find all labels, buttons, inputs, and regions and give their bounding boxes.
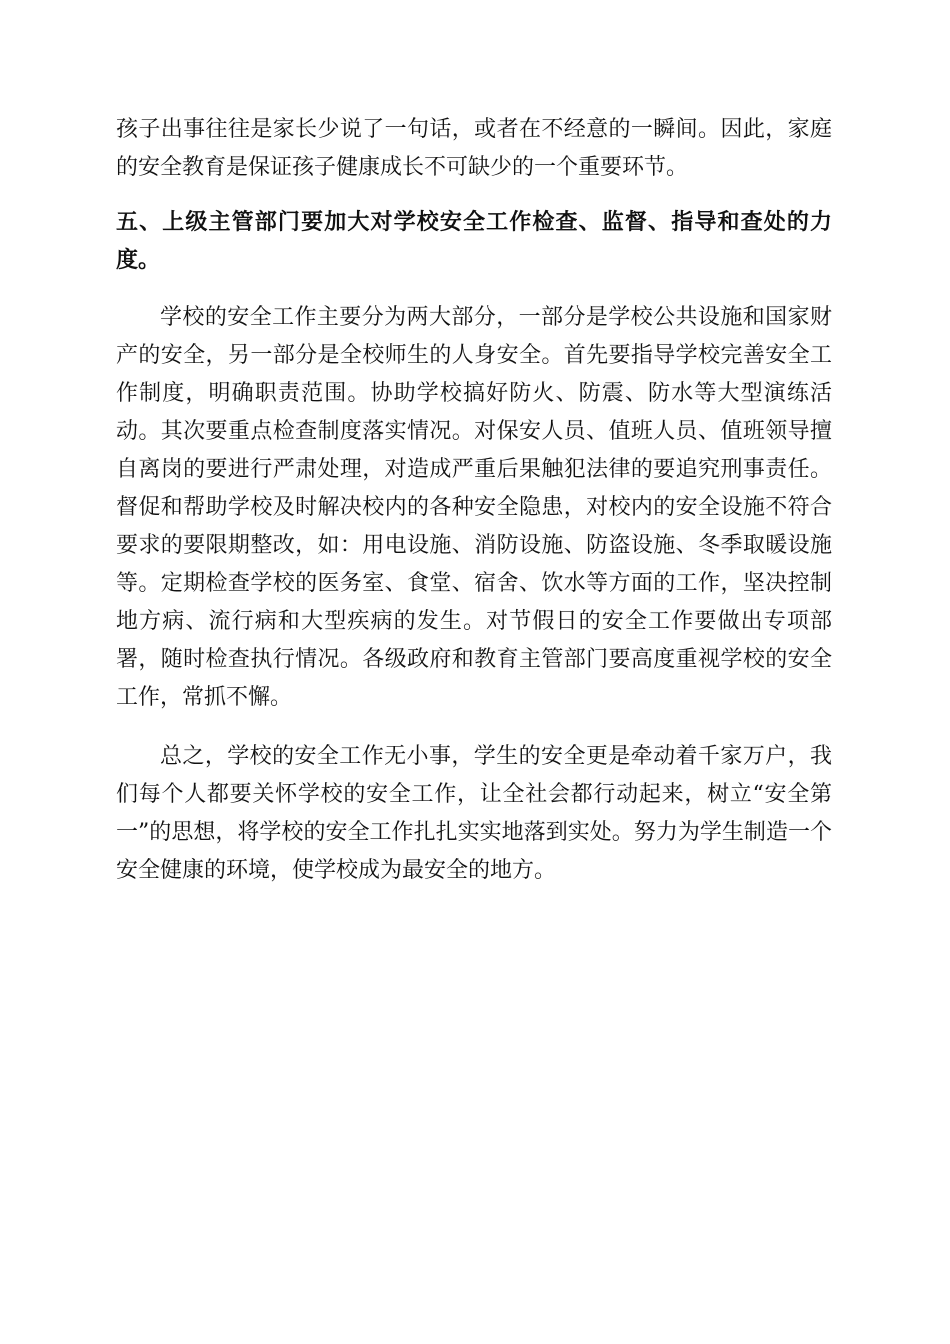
- body-paragraph-2: 总之，学校的安全工作无小事，学生的安全更是牵动着千家万户，我们每个人都要关怀学校的安全工作，让全社会都行动起来，树立“安全第一”的思想，将学校的安全工作扎扎实实地落到实处。努力为学生制造一个安全健康的环境，使学校成为最安全的地方。: [116, 744, 832, 883]
- section-heading: 五、上级主管部门要加大对学校安全工作检查、监督、指导和查处的力度。: [116, 210, 832, 273]
- document-body: [116, 111, 832, 890]
- intro-paragraph: 孩子出事往往是家长少说了一句话，或者在不经意的一瞬间。因此，家庭的安全教育是保证孩子健康成长不可缺少的一个重要环节。: [116, 117, 832, 180]
- body-paragraph-1: 学校的安全工作主要分为两大部分，一部分是学校公共设施和国家财产的安全，另一部分是全校师生的人身安全。首先要指导学校完善安全工作制度，明确职责范围。协助学校搞好防火、防震、防水等大型演练活动。其次要重点检查制度落实情况。对保安人员、值班人员、值班领导擅自离岗的要进行严肃处理，对造成严重后果触犯法律的要追究刑事责任。督促和帮助学校及时解决校内的各种安全隐患，对校内的安全设施不符合要求的要限期整改，如：用电设施、消防设施、防盗设施、冬季取暖设施等。定期检查学校的医务室、食堂、宿舍、饮水等方面的工作，坚决控制地方病、流行病和大型疾病的发生。对节假日的安全工作要做出专项部署，随时检查执行情况。各级政府和教育主管部门要高度重视学校的安全工作，常抓不懈。: [116, 305, 832, 710]
